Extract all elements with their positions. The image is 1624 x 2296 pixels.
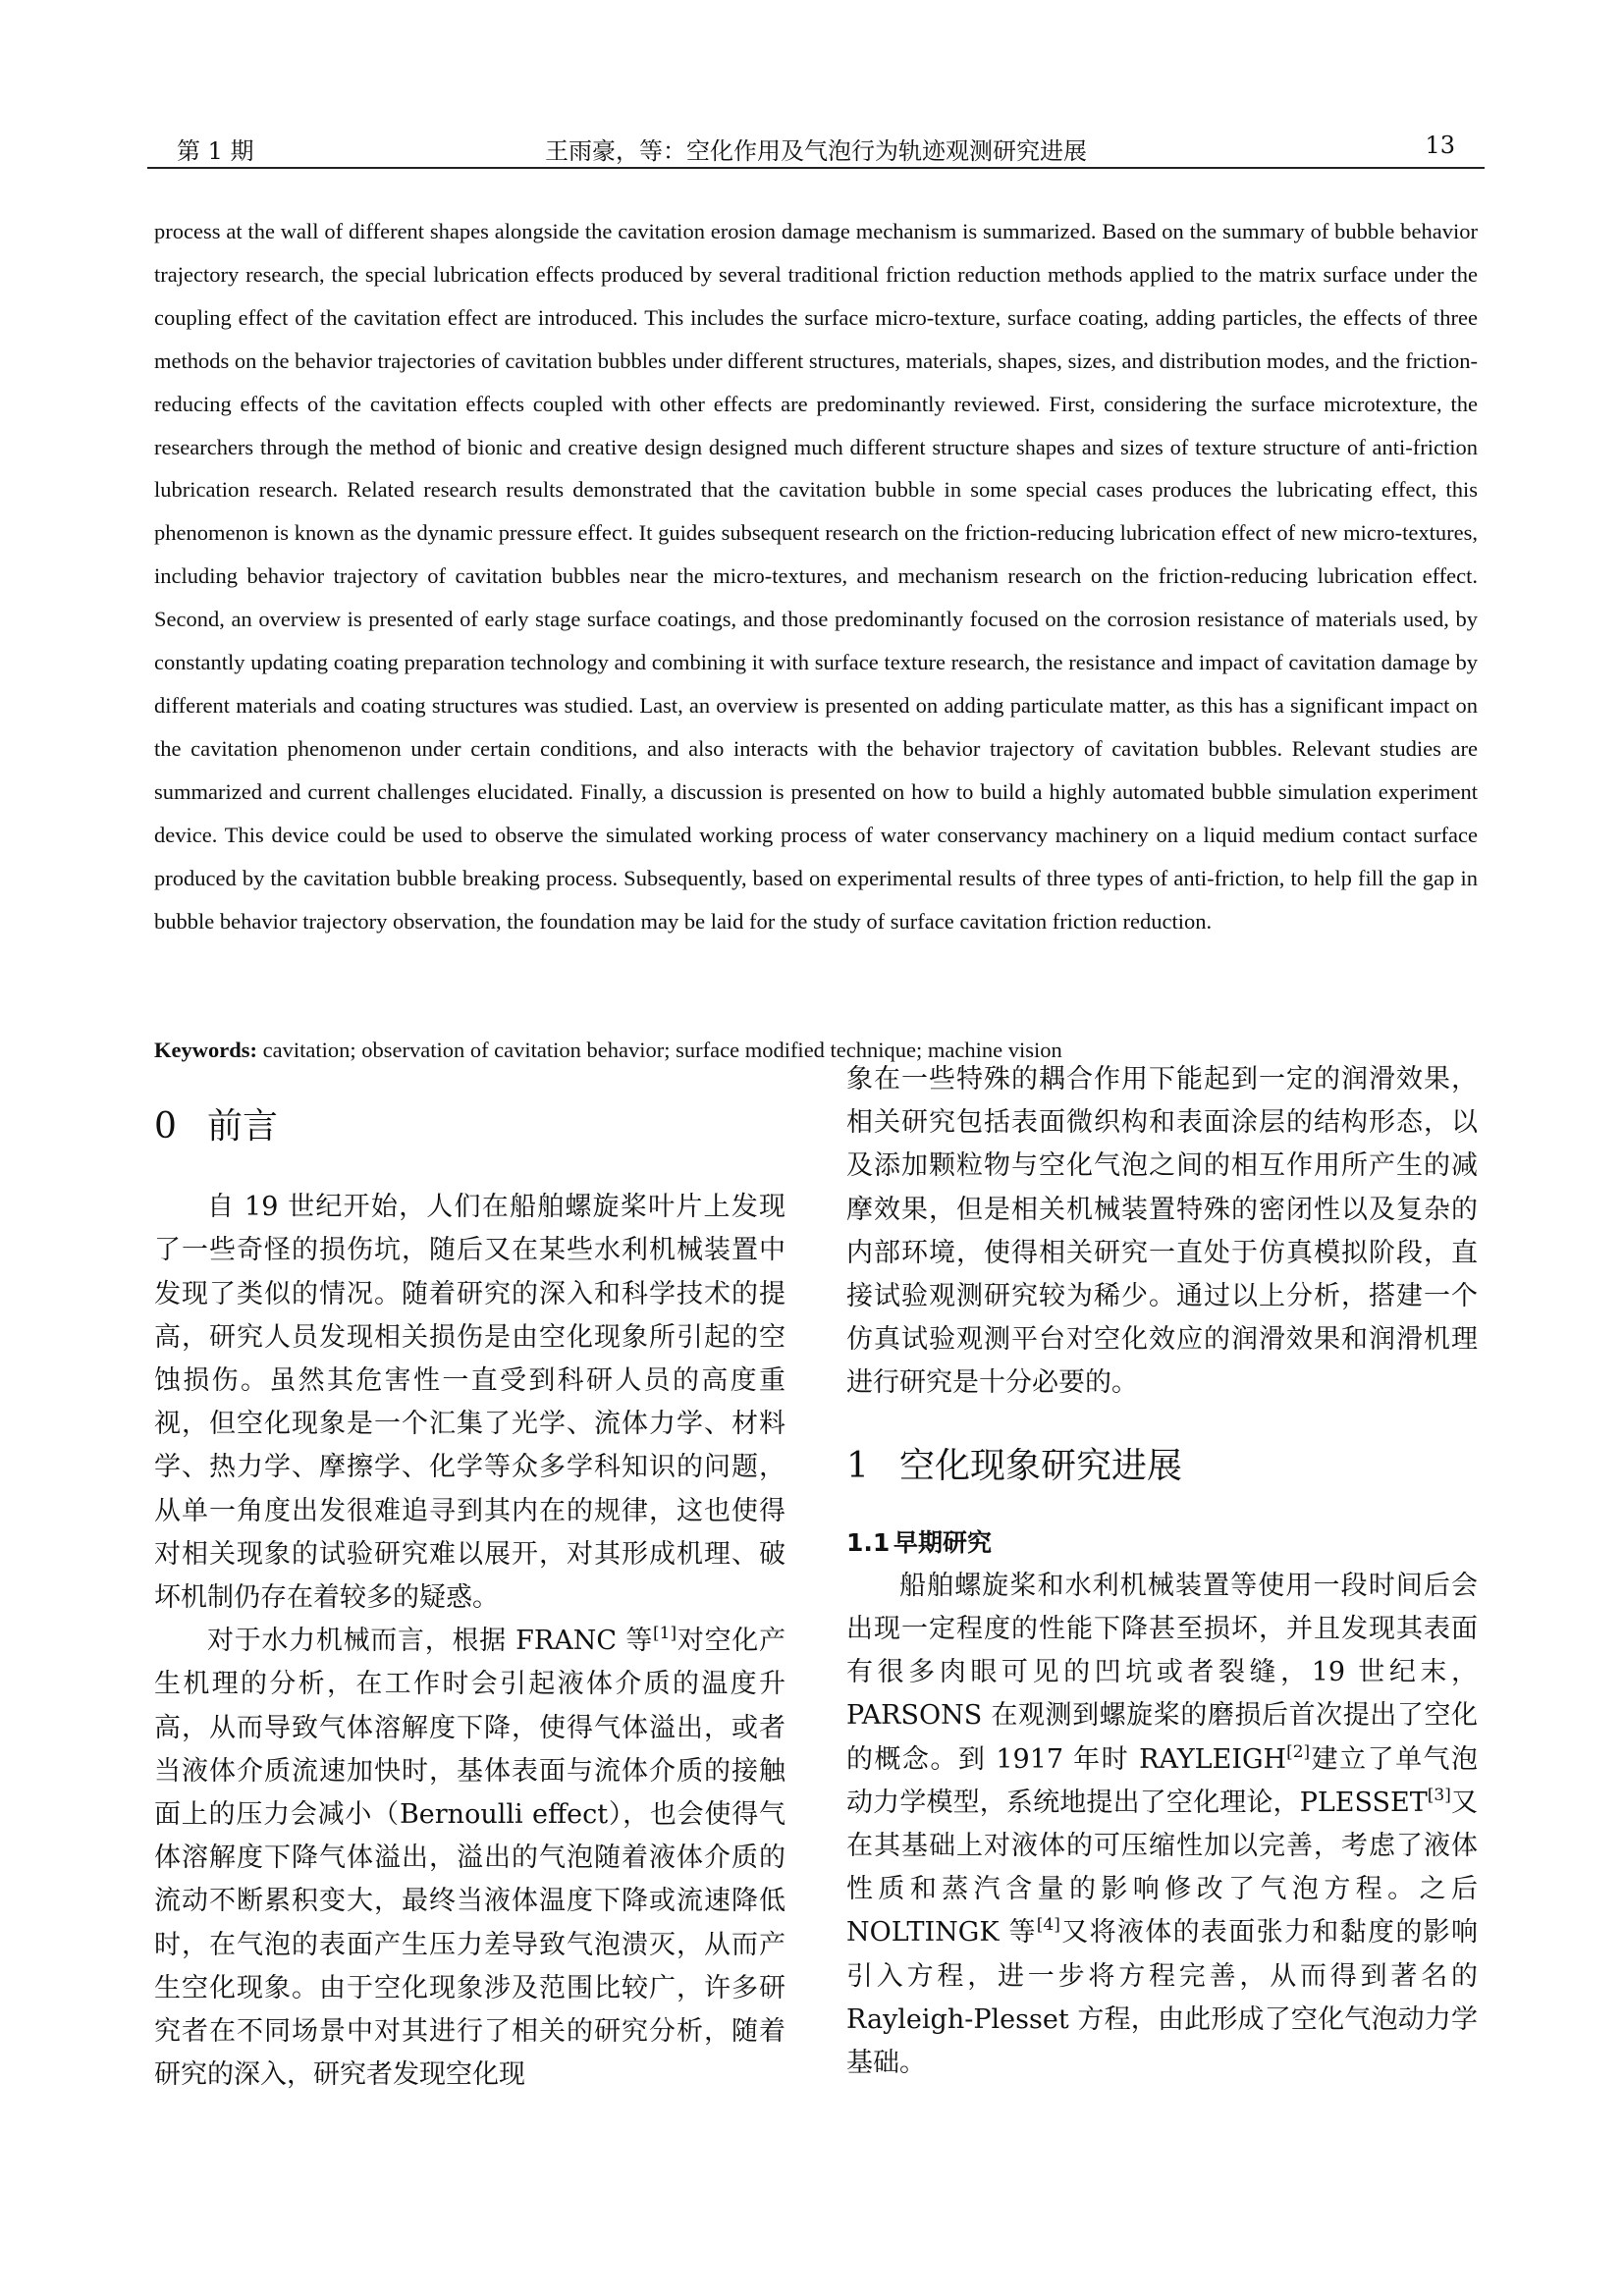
citation-2[interactable]: [2] [1286, 1741, 1311, 1762]
section-0-number: 0 [154, 1106, 177, 1147]
early-research-text-d: 又将液体的表面张力和黏度的影响引入方程，进一步将方程完善，从而得到著名的 Rayleigh-Plesset 方程，由此形成了空化气泡动力学基础。 [846, 1917, 1479, 2079]
intro-paragraph-2 [154, 1620, 785, 2097]
subsection-1-1-title: 早期研究 [893, 1527, 993, 1557]
intro-paragraph-2-continued: 象在一些特殊的耦合作用下能起到一定的润滑效果，相关研究包括表面微织构和表面涂层的结构形态，以及添加颗粒物与空化气泡之间的相互作用所产生的减摩效果，但是相关机械装置特殊的密闭性以及复杂的内部环境，使得相关研究一直处于仿真模拟阶段，直接试验观测研究较为稀少。通过以上分析，搭建一个仿真试验观测平台对空化效应的润滑效果和润滑机理进行研究是十分必要的。 [846, 1064, 1478, 1399]
early-research-text-c: 又在其基础上对液体的可压缩性加以完善，考虑了液体性质和蒸汽含量的影响修改了气泡方程。之后 NOLTINGK 等 [846, 1787, 1479, 1949]
section-1-title: 空化现象研究进展 [899, 1445, 1183, 1486]
abstract-text: process at the wall of different shapes alongside the cavitation erosion damage mechanism is summarized. Based on the summary of bubble behavior trajectory research, the special lubrication effects produced by several traditional friction reduction methods applied to the matrix surface under the coupling effect of the cavitation effect are introduced. This includes the surface micro-texture, surface coating, adding particles, the effects of three methods on the behavior trajectories of cavitation bubbles under different structures, materials, shapes, sizes, and distribution modes, and the friction-reducing effects of the cavitation effects coupled with other effects are predominantly reviewed. First, considering the surface microtexture, the researchers through the method of bionic and creative design designed much different structure shapes and sizes of texture structure of anti-friction lubrication research. Related research results demonstrated that the cavitation bubble in some special cases produces the lubricating effect, this phenomenon is known as the dynamic pressure effect. It guides subsequent research on the friction-reducing lubrication effect of new micro-textures, including behavior trajectory of cavitation bubbles near the micro-textures, and mechanism research on the friction-reducing lubrication effect. Second, an overview is presented of early stage surface coatings, and those predominantly focused on the corrosion resistance of materials used, by constantly updating coating preparation technology and combining it with surface texture research, the resistance and impact of cavitation damage by different materials and coating structures was studied. Last, an overview is presented on adding particulate matter, as this has a significant impact on the cavitation phenomenon under certain conditions, and also interacts with the behavior trajectory of cavitation bubbles. Relevant studies are summarized and current challenges elucidated. Finally, a discussion is presented on how to build a highly automated bubble simulation experiment device. This device could be used to observe the simulated working process of water conservancy machinery on a liquid medium contact surface produced by the cavitation bubble breaking process. Subsequently, based on experimental results of three types of anti-friction, to help fill the gap in bubble behavior trajectory observation, the foundation may be laid for the study of surface cavitation friction reduction. [154, 219, 1478, 934]
keywords-text: cavitation; observation of cavitation behavior; surface modified technique; machine vision [257, 1038, 1062, 1062]
left-column [154, 1076, 785, 2097]
header-rule [147, 167, 1485, 169]
subsection-1-1-number: 1.1 [846, 1527, 891, 1557]
citation-4[interactable]: [4] [1036, 1915, 1060, 1936]
intro-paragraph-2-text-a: 对于水力机械而言，根据 FRANC 等 [207, 1626, 654, 1657]
issue-label: 第 1 期 [177, 137, 254, 165]
citation-3[interactable]: [3] [1427, 1785, 1451, 1805]
citation-1[interactable]: [1] [653, 1624, 677, 1644]
intro-paragraph-1: 自 19 世纪开始，人们在船舶螺旋桨叶片上发现了一些奇怪的损伤坑，随后又在某些水利机械装置中发现了类似的情况。随着研究的深入和科学技术的提高，研究人员发现相关损伤是由空化现象所引起的空蚀损伤。虽然其危害性一直受到科研人员的高度重视，但空化现象是一个汇集了光学、流体力学、材料学、热力学、摩擦学、化学等众多学科知识的问题，从单一角度出发很难追寻到其内在的规律，这也使得对相关现象的试验研究难以展开，对其形成机理、破坏机制仍存在着较多的疑惑。 [154, 1192, 785, 1614]
early-research-paragraph [846, 1565, 1478, 2085]
running-header [147, 130, 1485, 165]
intro-paragraph-2-text-b: 对空化产生机理的分析，在工作时会引起液体介质的温度升高，从而导致气体溶解度下降，使得气体溢出，或者当液体介质流速加快时，基体表面与流体介质的接触面上的压力会减小（Bernoulli effect），也会使得气体溶解度下降气体溢出，溢出的气泡随着液体介质的流动不断累积变大，最终当液体温度下降或流速降低时，在气泡的表面产生压力差导致气泡溃灭，从而产生空化现象。由于空化现象涉及范围比较广，许多研究者在不同场景中对其进行了相关的研究分析，随着研究的深入，研究者发现空化现 [154, 1626, 786, 2091]
early-research-text-b: 建立了单气泡动力学模型，系统地提出了空化理论，PLESSET [846, 1743, 1479, 1818]
english-abstract [154, 210, 1478, 942]
early-research-text-a: 船舶螺旋桨和水利机械装置等使用一段时间后会出现一定程度的性能下降甚至损坏，并且发现其表面有很多肉眼可见的凹坑或者裂缝，19 世纪末，PARSONS 在观测到螺旋桨的磨损后首次提出了空化的概念。到 1917 年时 RAYLEIGH [846, 1570, 1478, 1775]
section-0-heading [154, 1105, 785, 1148]
section-1-number: 1 [846, 1445, 869, 1486]
section-1-heading [846, 1445, 1478, 1488]
section-0-title: 前言 [207, 1106, 279, 1147]
page-number: 13 [1425, 132, 1455, 159]
subsection-1-1-heading [846, 1522, 1478, 1565]
running-title: 王雨豪，等：空化作用及气泡行为轨迹观测研究进展 [545, 137, 1087, 165]
keywords-label: Keywords: [154, 1038, 257, 1062]
right-column [846, 1058, 1478, 2085]
